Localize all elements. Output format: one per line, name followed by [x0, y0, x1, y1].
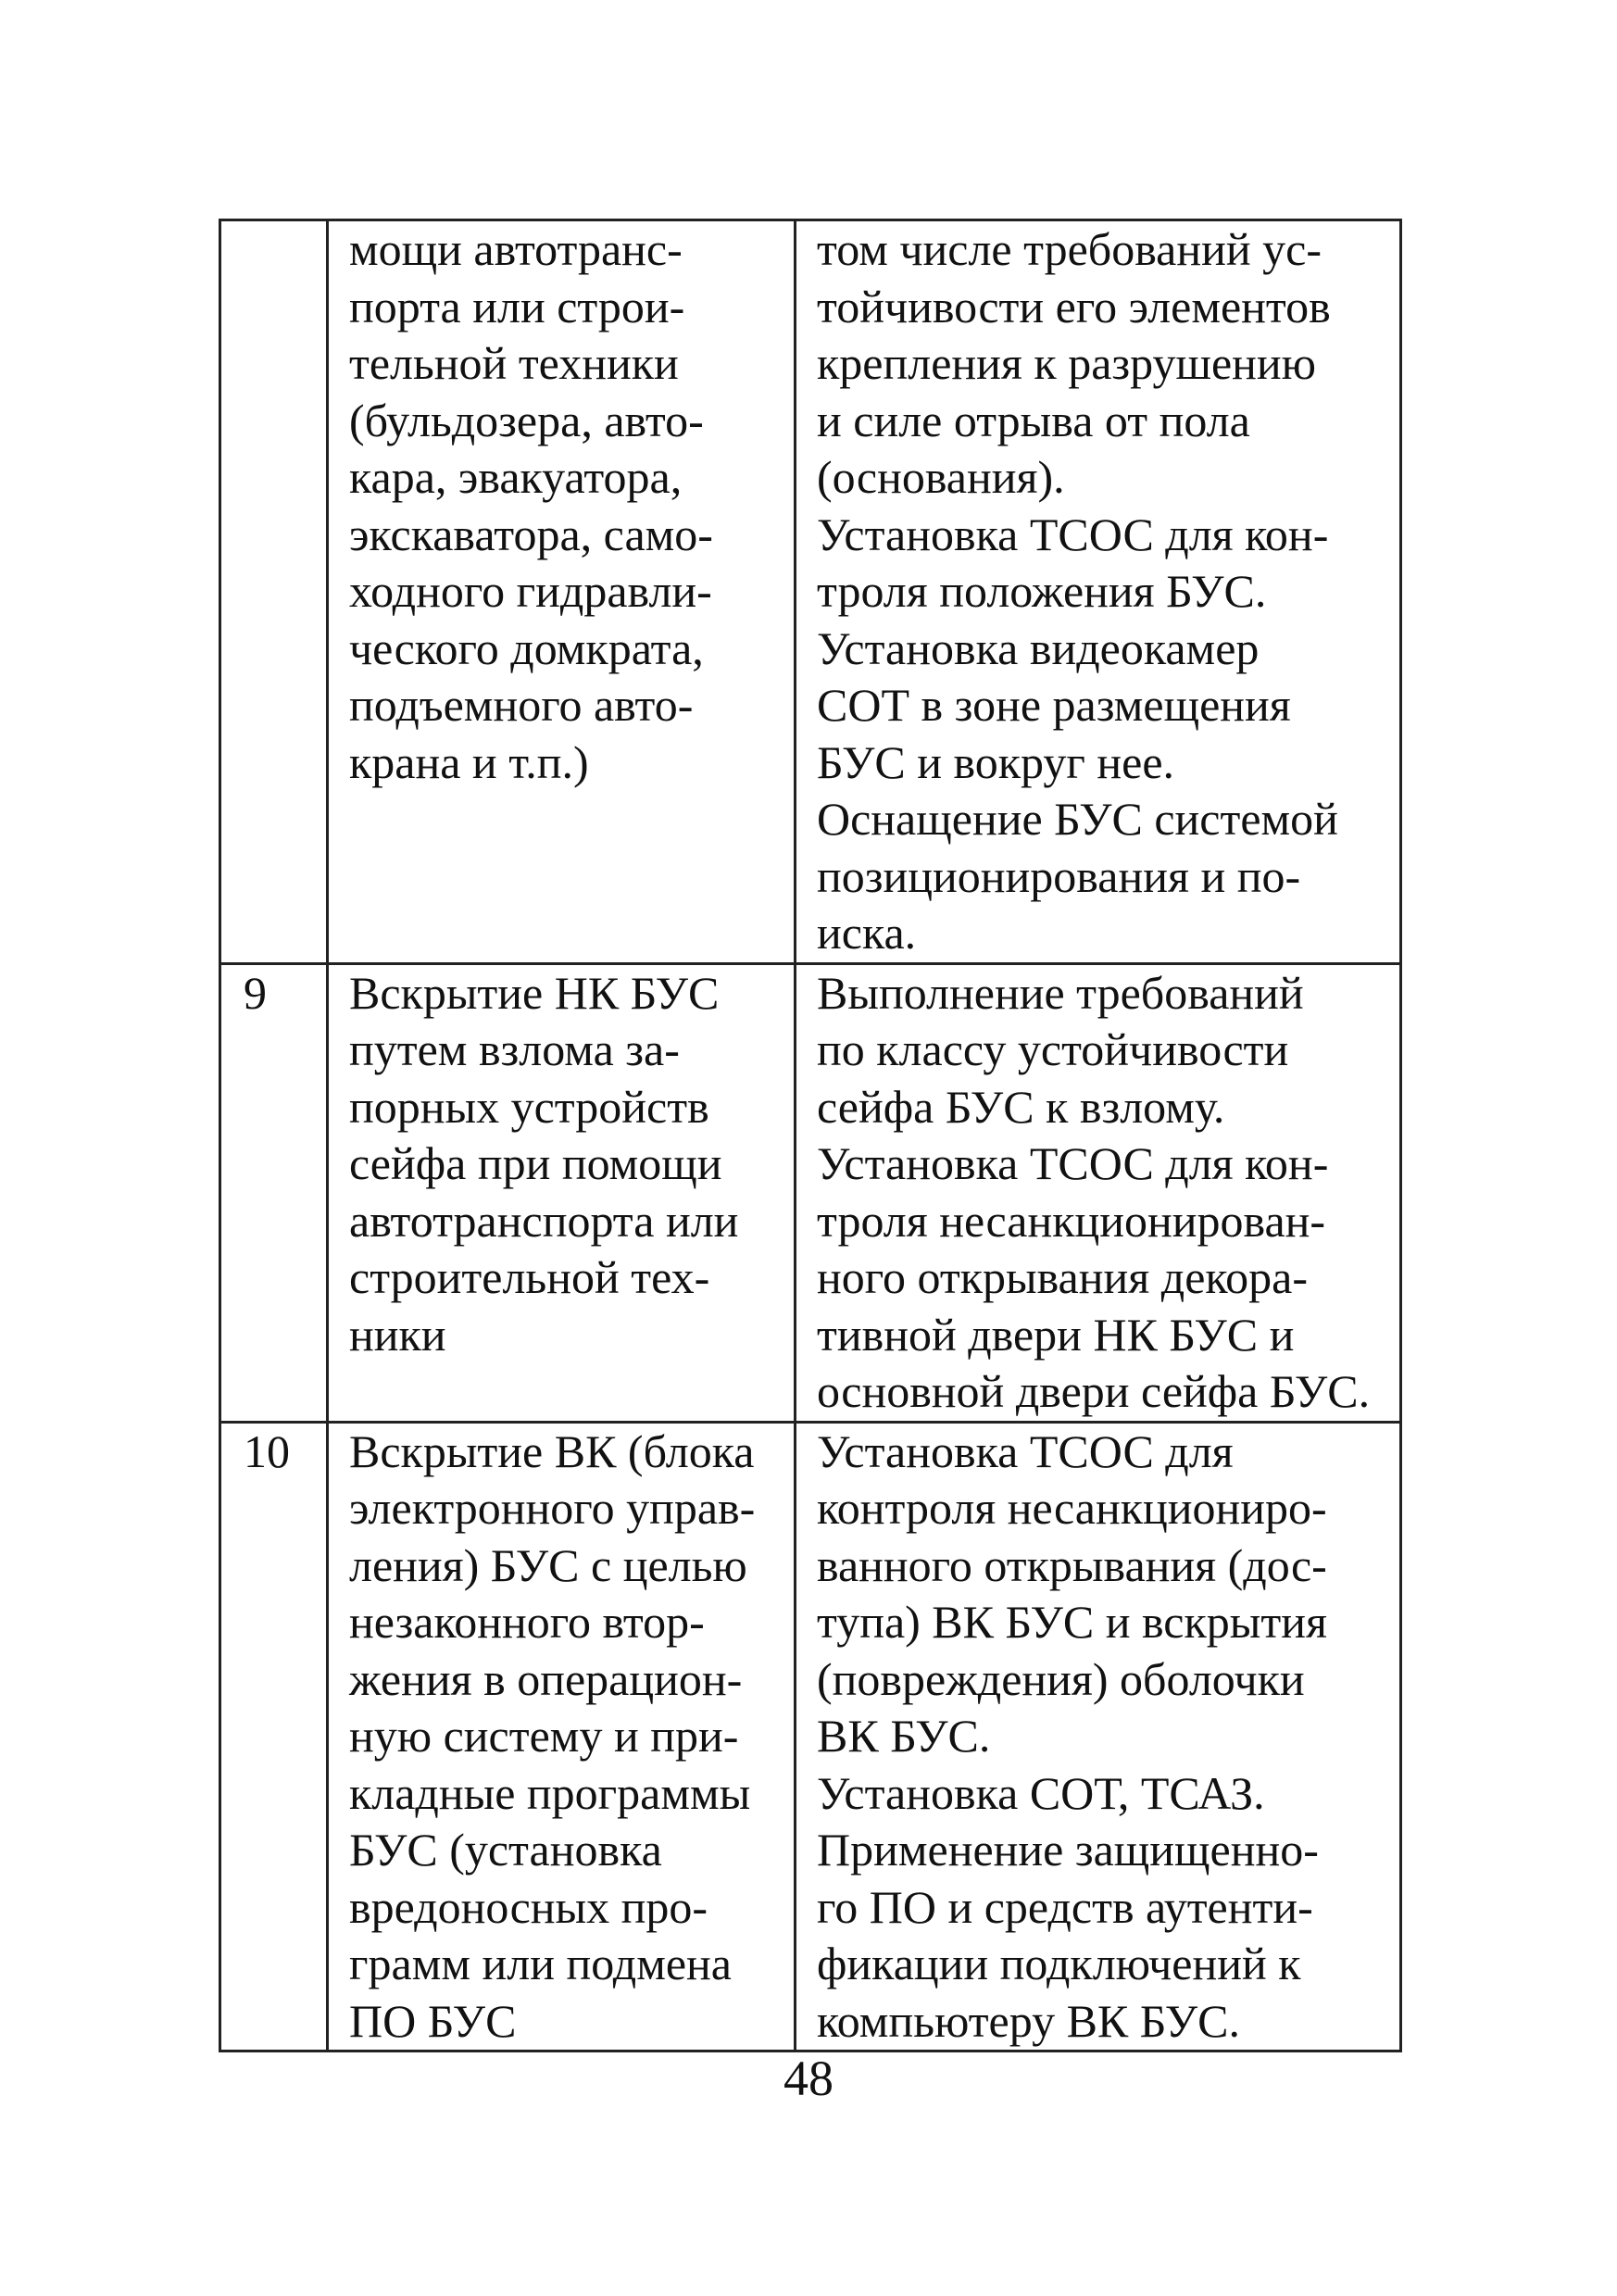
measure-line: основной двери сейфа БУС.	[817, 1365, 1371, 1417]
table-row	[220, 220, 1401, 964]
threat-line: кладные программы	[349, 1766, 751, 1819]
measures-cell	[796, 963, 1401, 1422]
measure-line: (повреждения) оболочки	[817, 1652, 1305, 1705]
threat-line: автотранспорта или	[349, 1194, 739, 1247]
measure-line: тивной двери НК БУС и	[817, 1308, 1295, 1361]
measure-line: тойчивости его элементов	[817, 280, 1331, 332]
measure-line: троля несанкционирован-	[817, 1194, 1326, 1247]
measure-line: Установка ТСОС для	[817, 1424, 1234, 1477]
threat-line: жения в операцион-	[349, 1652, 743, 1705]
threat-cell	[328, 1422, 796, 2051]
measure-line: (основания).	[817, 451, 1065, 503]
measure-line: Выполнение требований	[817, 966, 1304, 1019]
row-number-cell: 10	[220, 1422, 328, 2051]
row-number-cell	[220, 220, 328, 964]
threat-line: строительной тех-	[349, 1251, 710, 1303]
measure-line: контроля несанкциониро-	[817, 1482, 1327, 1534]
measure-line: фикации подключений к	[817, 1938, 1301, 1989]
threat-line: подъемного авто-	[349, 679, 694, 731]
measure-line: троля положения БУС.	[817, 565, 1267, 617]
measure-line: Установка СОТ, ТСАЗ.	[817, 1766, 1265, 1819]
threat-line: экскаватора, само-	[349, 508, 713, 560]
threat-line: электронного управ-	[349, 1482, 756, 1534]
measure-line: ВК БУС.	[817, 1710, 991, 1762]
table-body	[220, 220, 1401, 2051]
measure-line: крепления к разрушению	[817, 337, 1317, 389]
table-row	[220, 1422, 1401, 2051]
threat-line: ческого домкрата,	[349, 621, 704, 674]
measures-cell	[796, 1422, 1401, 2051]
threat-line: (бульдозера, авто-	[349, 394, 704, 446]
threat-line: мощи автотранс-	[349, 223, 683, 275]
threat-line: путем взлома за-	[349, 1023, 680, 1075]
measure-line: ванного открывания (дос-	[817, 1538, 1327, 1591]
threat-line: грамм или подмена	[349, 1938, 732, 1989]
threat-line: Вскрытие ВК (блока	[349, 1424, 755, 1477]
threat-line: ходного гидравли-	[349, 565, 712, 617]
threat-line: крана и т.п.)	[349, 735, 589, 788]
measure-line: тупа) ВК БУС и вскрытия	[817, 1596, 1327, 1648]
table-row	[220, 963, 1401, 1422]
measure-line: иска.	[817, 907, 917, 959]
measure-line: СОТ в зоне размещения	[817, 679, 1291, 731]
threat-line: Вскрытие НК БУС	[349, 966, 720, 1019]
threat-line: сейфа при помощи	[349, 1137, 722, 1189]
measures-cell	[796, 220, 1401, 964]
threat-line: порных устройств	[349, 1080, 709, 1133]
threat-line: ники	[349, 1308, 446, 1361]
measure-line: го ПО и средств аутенти-	[817, 1880, 1313, 1933]
measure-line: том числе требований ус-	[817, 223, 1322, 275]
measure-line: Установка ТСОС для кон-	[817, 1137, 1329, 1189]
measure-line: БУС и вокруг нее.	[817, 735, 1175, 788]
measure-line: сейфа БУС к взлому.	[817, 1080, 1225, 1133]
threat-cell	[328, 220, 796, 964]
measure-line: по классу устойчивости	[817, 1023, 1289, 1075]
measure-line: Установка видеокамер	[817, 621, 1260, 674]
measure-line: и силе отрыва от пола	[817, 394, 1250, 446]
measure-line: Оснащение БУС системой	[817, 793, 1338, 845]
measure-line: позиционирования и по-	[817, 849, 1301, 902]
threat-line: порта или строи-	[349, 280, 685, 332]
page-number: 48	[783, 2051, 834, 2106]
threat-line: кара, эвакуатора,	[349, 451, 683, 503]
threat-line: БУС (установка	[349, 1824, 662, 1876]
threats-table	[219, 219, 1402, 2052]
threat-line: ления) БУС с целью	[349, 1538, 747, 1591]
threat-line: незаконного втор-	[349, 1596, 705, 1648]
row-number-cell: 9	[220, 963, 328, 1422]
threat-line: вредоносных про-	[349, 1880, 708, 1933]
measure-line: Установка ТСОС для кон-	[817, 508, 1329, 560]
measure-line: Применение защищенно-	[817, 1824, 1319, 1876]
measure-line: ного открывания декора-	[817, 1251, 1308, 1303]
threat-line: ПО БУС	[349, 1994, 517, 2047]
threat-line: ную систему и при-	[349, 1710, 739, 1762]
threat-cell	[328, 963, 796, 1422]
measure-line: компьютеру ВК БУС.	[817, 1994, 1240, 2047]
threat-line: тельной техники	[349, 337, 679, 389]
